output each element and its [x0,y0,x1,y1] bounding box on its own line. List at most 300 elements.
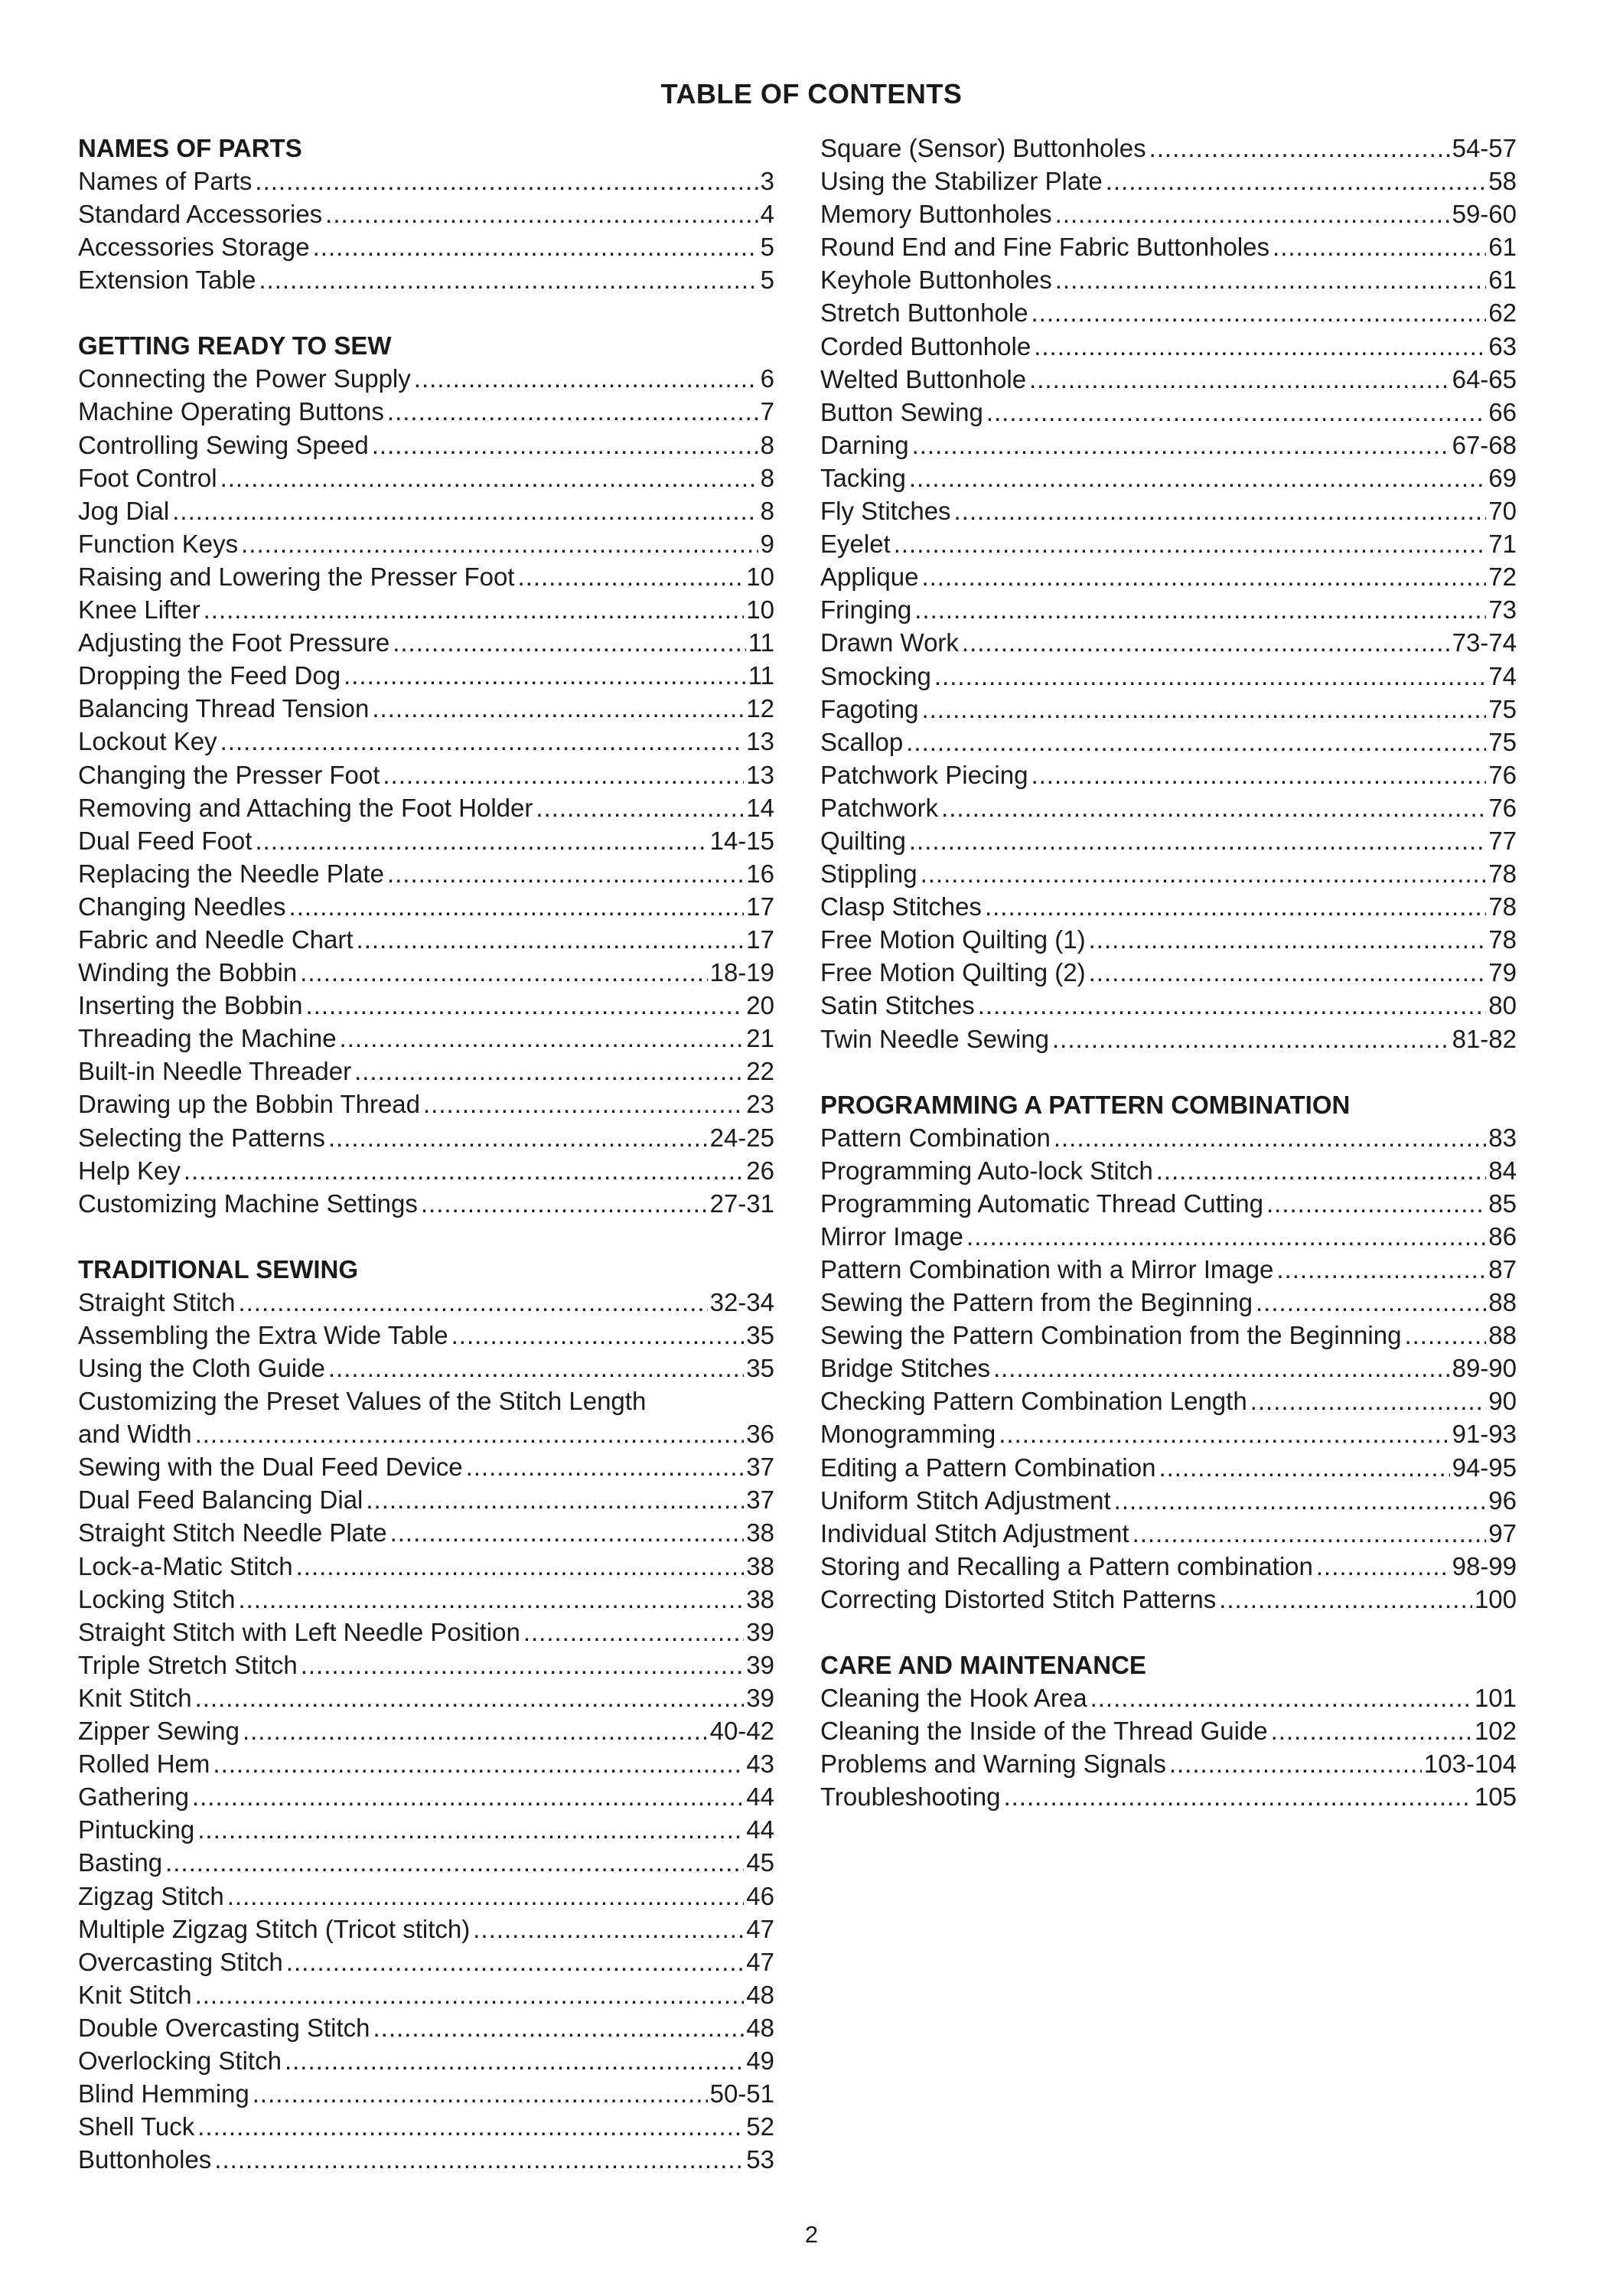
entry-page-number: 13 [746,760,774,789]
toc-entry[interactable] [820,1022,1517,1055]
toc-entry[interactable] [820,1747,1517,1780]
toc-entry[interactable] [78,1319,774,1352]
section-heading: GETTING READY TO SEW [78,331,392,360]
toc-entry[interactable] [78,1121,774,1154]
entry-title: Balancing Thread Tension [78,694,370,723]
toc-entry[interactable] [78,461,774,494]
entry-page-number: 10 [746,595,774,625]
entry-page-number: 14-15 [709,826,774,855]
entry-title: Straight Stitch [78,1287,236,1316]
toc-entry[interactable] [78,560,774,593]
toc-entry[interactable] [78,1649,774,1681]
entry-page-number: 43 [746,1750,774,1779]
toc-entry[interactable] [78,2143,774,2176]
toc-entry[interactable] [78,758,774,791]
dot-leader [1031,296,1487,329]
entry-title: Correcting Distorted Stitch Patterns [820,1584,1217,1613]
toc-entry[interactable] [820,726,1517,758]
entry-page-number: 13 [746,727,774,756]
toc-entry[interactable] [820,1154,1517,1187]
toc-entry[interactable] [820,626,1517,659]
entry-title: Dual Feed Foot [78,826,253,855]
dot-leader [1055,197,1450,230]
entry-title: Scallop [820,727,904,756]
dot-leader [172,494,758,527]
toc-entry[interactable] [78,824,774,857]
entry-title: Square (Sensor) Buttonholes [820,134,1146,162]
entry-title: Blind Hemming [78,2079,249,2108]
toc-entry[interactable] [820,263,1517,296]
toc-entry[interactable] [78,2077,774,2110]
entry-page-number: 86 [1488,1221,1517,1251]
entry-title: Clasp Stitches [820,892,982,921]
toc-section-care-and-maintenance [820,1649,1517,1813]
entry-page-number: 71 [1488,530,1517,559]
entry-title: Rolled Hem [78,1750,210,1779]
dot-leader [1029,363,1450,396]
entry-page-number: 53 [746,2145,774,2174]
dot-leader [204,593,745,626]
entry-title: Darning [820,430,909,459]
toc-entry[interactable] [78,1088,774,1120]
entry-title: Customizing the Preset Values of the Stitch Length [78,1387,647,1416]
entry-title: Knee Lifter [78,595,200,625]
toc-entry[interactable] [820,1253,1517,1286]
toc-entry[interactable] [78,1714,774,1747]
toc-entry[interactable] [820,230,1517,263]
toc-entry[interactable] [820,363,1517,396]
entry-title: Drawn Work [820,628,959,657]
dot-leader [313,230,758,263]
toc-entry[interactable] [820,693,1517,726]
dot-leader [301,1649,745,1681]
toc-entry[interactable] [78,1583,774,1616]
entry-title: Uniform Stitch Adjustment [820,1486,1111,1515]
toc-entry[interactable] [78,2011,774,2044]
entry-page-number: 3 [760,167,774,195]
toc-entry[interactable] [820,132,1517,165]
entry-title: Overcasting Stitch [78,1947,283,1976]
toc-entry[interactable] [78,1022,774,1055]
entry-page-number: 64-65 [1452,364,1517,393]
entry-title: Programming Automatic Thread Cutting [820,1189,1263,1218]
entry-page-number: 49 [746,2046,774,2075]
dot-leader [1404,1319,1486,1352]
dot-leader [1055,263,1487,296]
dot-leader [255,165,758,197]
entry-page-number: 35 [746,1354,774,1382]
entry-page-number: 14 [746,793,774,822]
entry-title: Tacking [820,463,906,492]
toc-section-names-of-parts [78,132,774,296]
dot-leader [523,1616,744,1649]
dot-leader [241,527,758,560]
dot-leader [1149,132,1450,165]
toc-entry[interactable] [820,824,1517,857]
toc-entry[interactable] [820,560,1517,593]
entry-title: Editing a Pattern Combination [820,1453,1156,1482]
toc-entry[interactable] [78,1550,774,1583]
toc-entry[interactable] [820,1550,1517,1583]
dot-leader [255,824,707,857]
toc-entry[interactable] [78,2110,774,2143]
dot-leader [978,989,1487,1022]
entry-title: Changing the Presser Foot [78,760,380,789]
toc-entry[interactable] [78,1286,774,1319]
dot-leader [372,692,744,725]
toc-entry[interactable] [78,362,774,395]
dot-leader [373,2011,745,2044]
toc-entry[interactable] [820,1484,1517,1517]
entry-page-number: 5 [760,233,774,262]
entry-title: Memory Buttonholes [820,200,1052,229]
entry-title: Drawing up the Bobbin Thread [78,1090,421,1119]
toc-entry[interactable] [78,494,774,527]
toc-entry[interactable] [78,1913,774,1945]
entry-page-number: 88 [1488,1321,1517,1350]
toc-entry[interactable] [78,923,774,956]
dot-leader [999,1417,1449,1450]
toc-entry[interactable] [820,461,1517,494]
toc-entry[interactable] [78,725,774,758]
toc-entry[interactable] [78,1616,774,1649]
entry-title: Jog Dial [78,496,170,525]
dot-leader [253,2077,708,2110]
entry-title: Double Overcasting Stitch [78,2013,370,2042]
entry-title: Programming Auto-lock Stitch [820,1156,1153,1185]
entry-title: Fagoting [820,694,919,723]
toc-entry[interactable] [820,890,1517,923]
entry-title: Quilting [820,826,906,855]
toc-entry[interactable] [78,593,774,626]
toc-entry[interactable] [78,527,774,560]
dot-leader [197,2110,744,2143]
toc-entry[interactable] [78,1880,774,1913]
entry-title: Customizing Machine Settings [78,1189,418,1218]
entry-page-number: 36 [746,1420,774,1449]
dot-leader [184,1154,744,1187]
entry-title: Twin Needle Sewing [820,1024,1049,1053]
entry-title: Individual Stitch Adjustment [820,1518,1129,1548]
toc-entry[interactable] [78,1516,774,1549]
dot-leader [914,593,1486,626]
dot-leader [383,758,744,791]
entry-title: Using the Cloth Guide [78,1354,325,1382]
toc-entry[interactable] [820,1780,1517,1813]
toc-entry[interactable] [78,1747,774,1780]
dot-leader [1169,1747,1422,1780]
entry-page-number: 70 [1488,497,1517,526]
dot-leader [393,626,746,659]
entry-title: Keyhole Buttonholes [820,266,1052,295]
toc-entry[interactable] [78,956,774,989]
dot-leader [1106,165,1487,197]
dot-leader [328,1352,744,1384]
toc-entry[interactable] [78,197,774,230]
entry-page-number: 61 [1488,266,1517,295]
entry-title: Corded Buttonhole [820,331,1031,360]
toc-entry[interactable] [820,1451,1517,1484]
entry-page-number: 88 [1488,1288,1517,1317]
entry-title: Smocking [820,661,931,690]
entry-title: Standard Accessories [78,200,323,229]
entry-title: Knit Stitch [78,1683,192,1712]
toc-entry[interactable] [820,1352,1517,1384]
entry-title: Overlocking Stitch [78,2046,282,2075]
toc-entry[interactable] [78,659,774,692]
entry-page-number: 73-74 [1452,628,1517,657]
dot-leader [1054,1121,1486,1154]
entry-title: Welted Buttonhole [820,364,1027,393]
entry-title: Stretch Buttonhole [820,298,1028,328]
dot-leader [300,956,707,989]
entry-page-number: 73 [1488,595,1517,625]
dot-leader [473,1913,744,1945]
entry-page-number: 67-68 [1452,430,1517,459]
dot-leader [195,1681,745,1714]
dot-leader [1250,1384,1487,1417]
toc-entry[interactable] [820,429,1517,461]
dot-leader [328,1121,708,1154]
toc-entry[interactable] [820,1220,1517,1253]
entry-title: Patchwork Piecing [820,760,1028,789]
toc-entry[interactable] [820,956,1517,989]
toc-entry[interactable] [820,1384,1517,1417]
dot-leader [962,626,1450,659]
dot-leader [259,263,758,296]
toc-entry[interactable] [78,2044,774,2077]
toc-entry[interactable] [78,1384,774,1450]
entry-page-number: 46 [746,1881,774,1910]
toc-entry[interactable] [820,527,1517,560]
toc-entry[interactable] [78,1681,774,1714]
toc-entry[interactable] [78,890,774,923]
entry-title: Assembling the Extra Wide Table [78,1320,448,1349]
toc-entry[interactable] [78,429,774,461]
toc-entry[interactable] [820,660,1517,693]
toc-entry[interactable] [820,593,1517,626]
entry-page-number: 52 [746,2112,774,2141]
dot-leader [1276,1253,1486,1286]
toc-entry[interactable] [78,791,774,824]
entry-page-number: 72 [1488,563,1517,592]
dot-leader [1266,1187,1486,1220]
entry-page-number: 8 [760,463,774,492]
entry-title: Monogramming [820,1420,996,1449]
entry-page-number: 89-90 [1452,1354,1517,1383]
dot-leader [966,1220,1486,1253]
toc-entry[interactable] [78,1780,774,1813]
entry-title: Storing and Recalling a Pattern combination [820,1551,1313,1580]
dot-leader [1052,1022,1450,1055]
dot-leader [985,890,1486,923]
entry-title: Round End and Fine Fabric Buttonholes [820,233,1270,262]
entry-page-number: 12 [746,694,774,723]
toc-entry[interactable] [820,1121,1517,1154]
entry-page-number: 37 [746,1486,774,1515]
toc-entry[interactable] [78,1450,774,1483]
entry-title: Applique [820,563,919,592]
toc-entry[interactable] [78,1978,774,2011]
entry-page-number: 39 [746,1650,774,1679]
entry-title: Fabric and Needle Chart [78,925,354,954]
toc-entry[interactable] [820,1583,1517,1616]
dot-leader [344,659,746,692]
dot-leader [912,429,1450,461]
entry-title: Triple Stretch Stitch [78,1650,298,1679]
toc-entry[interactable] [820,396,1517,429]
entry-title: Straight Stitch with Left Needle Position [78,1617,520,1646]
toc-entry[interactable] [78,263,774,296]
page-number: 2 [804,2221,819,2248]
toc-entry[interactable] [78,626,774,659]
toc-entry[interactable] [820,1286,1517,1319]
toc-entry[interactable] [820,1417,1517,1450]
toc-entry[interactable] [820,197,1517,230]
entry-page-number: 94-95 [1452,1453,1517,1482]
toc-entry[interactable] [820,1681,1517,1714]
toc-entry[interactable] [78,1154,774,1187]
dot-leader [220,725,745,758]
dot-leader [1273,230,1486,263]
entry-page-number: 45 [746,1848,774,1877]
toc-entry[interactable] [820,758,1517,791]
entry-page-number: 102 [1474,1717,1517,1746]
toc-right-column [820,132,1517,1846]
entry-title: Foot Control [78,463,217,492]
entry-title: Selecting the Patterns [78,1123,325,1152]
dot-leader [354,1055,744,1088]
entry-title: Fly Stitches [820,497,951,526]
dot-leader [414,362,758,395]
entry-page-number: 81-82 [1452,1024,1517,1053]
entry-page-number: 96 [1488,1486,1517,1515]
dot-leader [1034,330,1486,363]
entry-title: Function Keys [78,529,239,558]
toc-entry[interactable] [78,1483,774,1516]
entry-page-number: 32-34 [709,1287,774,1316]
dot-leader [466,1450,745,1483]
entry-page-number: 7 [760,397,774,426]
dot-leader [387,395,758,428]
entry-page-number: 78 [1488,925,1517,954]
entry-title: Sewing the Pattern Combination from the Beginning [820,1321,1402,1350]
entry-page-number: 97 [1488,1518,1517,1548]
entry-page-number: 63 [1488,331,1517,360]
entry-title: Changing Needles [78,892,286,921]
entry-title: Cleaning the Inside of the Thread Guide [820,1717,1268,1746]
toc-entry[interactable] [820,296,1517,329]
toc-entry[interactable] [78,857,774,890]
toc-entry[interactable] [820,1517,1517,1550]
entry-page-number: 27-31 [709,1189,774,1218]
dot-leader [909,461,1486,494]
entry-title: Stippling [820,859,917,889]
dot-leader [325,197,758,230]
entry-page-number: 8 [760,496,774,525]
entry-page-number: 47 [746,1947,774,1976]
toc-entry[interactable] [820,791,1517,824]
dot-leader [517,560,744,593]
dot-leader [1090,1681,1472,1714]
entry-title: Multiple Zigzag Stitch (Tricot stitch) [78,1914,471,1943]
entry-page-number: 17 [746,892,774,921]
toc-entry[interactable] [820,923,1517,956]
toc-entry[interactable] [820,330,1517,363]
entry-page-number: 105 [1474,1782,1517,1812]
entry-title: Locking Stitch [78,1584,236,1613]
dot-leader [390,1516,745,1549]
entry-page-number: 66 [1488,397,1517,426]
toc-entry[interactable] [78,1055,774,1088]
toc-entry[interactable] [820,494,1517,527]
toc-entry[interactable] [820,1319,1517,1352]
entry-title: Problems and Warning Signals [820,1750,1166,1779]
entry-page-number: 38 [746,1551,774,1580]
toc-entry[interactable] [820,165,1517,197]
toc-entry[interactable] [78,1945,774,1978]
entry-page-number: 90 [1488,1387,1517,1416]
section-heading: TRADITIONAL SEWING [78,1254,359,1283]
toc-entry[interactable] [820,1714,1517,1747]
toc-entry[interactable] [78,1813,774,1846]
toc-entry[interactable] [820,1187,1517,1220]
entry-page-number: 87 [1488,1255,1517,1283]
dot-leader [451,1319,745,1352]
toc-entry[interactable] [78,692,774,725]
toc-entry[interactable] [78,395,774,428]
entry-title: Cleaning the Hook Area [820,1684,1087,1713]
toc-entry[interactable] [820,989,1517,1022]
entry-page-number: 18-19 [709,958,774,987]
entry-page-number: 11 [748,628,774,657]
entry-page-number: 75 [1488,694,1517,723]
dot-leader [934,660,1486,693]
entry-title: Inserting the Bobbin [78,991,303,1020]
toc-entry[interactable] [78,989,774,1022]
dot-leader [941,791,1486,824]
toc-entry[interactable] [78,1187,774,1220]
dot-leader [1316,1550,1450,1583]
dot-leader [286,1945,745,1978]
entry-page-number: 35 [746,1320,774,1349]
entry-title: Names of Parts [78,167,253,195]
dot-leader [238,1286,707,1319]
toc-entry[interactable] [78,230,774,263]
dot-leader [357,923,745,956]
entry-page-number: 69 [1488,463,1517,492]
dot-leader [289,890,745,923]
toc-section-getting-ready-to-sew [78,329,774,1219]
entry-title: Winding the Bobbin [78,958,298,987]
entry-title: Built-in Needle Threader [78,1057,352,1086]
entry-page-number: 21 [746,1024,774,1053]
dot-leader [1031,758,1486,791]
toc-entry[interactable] [78,165,774,197]
dot-leader [1003,1780,1472,1813]
entry-page-number: 77 [1488,826,1517,855]
entry-title: Buttonholes [78,2145,212,2174]
entry-page-number: 9 [760,529,774,558]
entry-page-number: 84 [1488,1156,1517,1185]
toc-entry[interactable] [78,1846,774,1879]
toc-entry[interactable] [820,857,1517,890]
entry-title: Gathering [78,1782,189,1812]
dot-leader [214,2143,744,2176]
dot-leader [387,857,744,890]
entry-title: Controlling Sewing Speed [78,430,369,459]
toc-entry[interactable] [78,1352,774,1384]
